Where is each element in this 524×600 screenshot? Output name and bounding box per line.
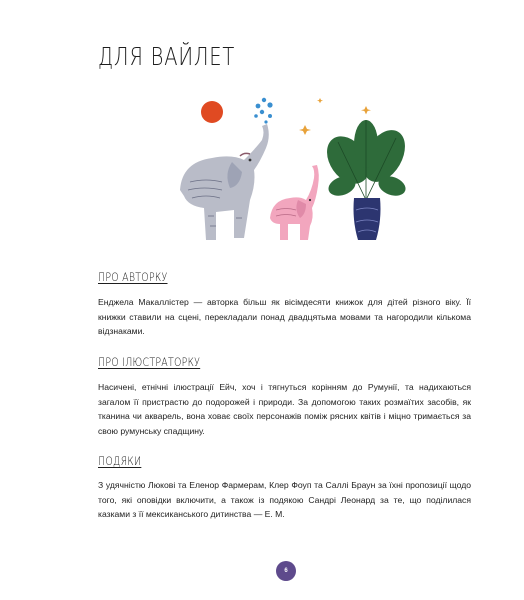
big-elephant-icon xyxy=(180,124,269,240)
sun-icon xyxy=(201,101,223,123)
elephants-and-plant-illustration xyxy=(170,90,420,250)
page-title: ДЛЯ ВАЙЛЕТ xyxy=(98,42,236,71)
section-heading-illustrator: ПРО ІЛЮСТРАТОРКУ xyxy=(98,355,201,369)
section-heading-acknowledgements: ПОДЯКИ xyxy=(98,454,142,468)
potted-plant-icon xyxy=(318,120,413,240)
section-text-author: Енджела Макалліcтер — авторка більш як вісімдесяти книжок для дітей різного віку. Її книжки ставили на сцені, перекладали понад двадцятьма мовами та нагородили кількома відзнаками. xyxy=(98,297,471,337)
water-spray-icon xyxy=(254,98,272,124)
page-number-badge xyxy=(276,561,296,581)
small-elephant-icon xyxy=(270,165,319,240)
section-text-illustrator: Насичені, етнічні ілюстрації Ейч, хоч і тягнуться корінням до Румунії, та надихаються загалом її пристрастю до подорожей і природи. За допомогою таких розмаїтих засобів, як тканина чи акварель, вона ховає своїх персонажів поміж рясних квітів і міцно тримається за свою румунську спадщину. xyxy=(98,382,471,436)
section-text-acknowledgements: З удячністю Люкові та Еленор Фармерам, Клер Фоуп та Саллі Браун за їхні пропозиції щодо того, які оповідки включити, а також із подякою Сандрі Леонард за те, що поділилася казками з її мексиканського дитинства — Е. М. xyxy=(98,480,471,520)
section-heading-author: ПРО АВТОРКУ xyxy=(98,270,168,284)
page-number: 6 xyxy=(284,568,288,574)
